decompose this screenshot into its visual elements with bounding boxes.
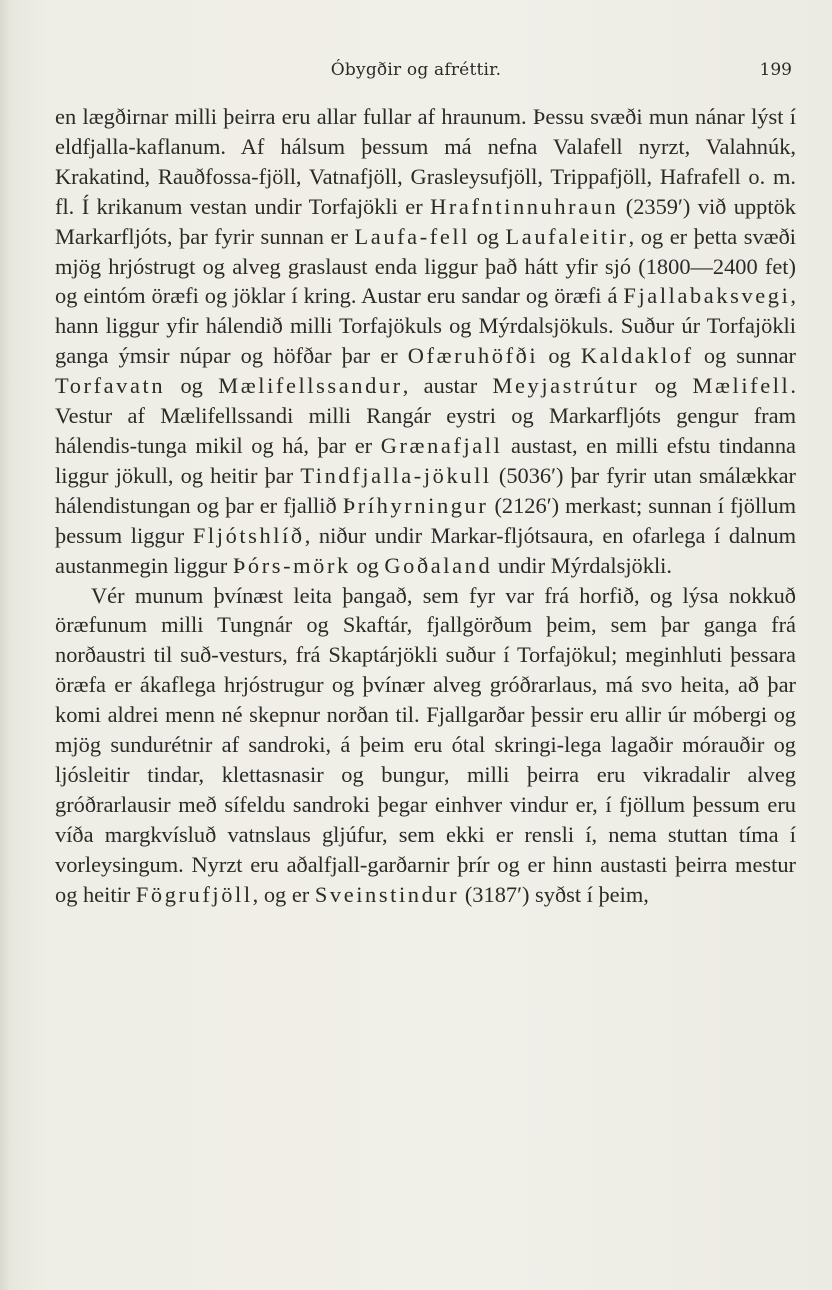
- text-run: , niður undir Markar-fljótsaura, en ofarlega í dalnum austanmegin liggur: [55, 522, 796, 578]
- text-run: undir Mýrdalsjökli.: [492, 552, 672, 578]
- spaced-place-name: Grænafjall: [380, 432, 503, 458]
- body-text: [55, 102, 796, 909]
- spaced-place-name: Fjallabaksvegi: [623, 283, 791, 309]
- text-run: . Vestur af Mælifellssandi milli Rangár eystri og Markarfljóts gengur fram hálendis-tunga mikil og há, þar er: [55, 373, 796, 458]
- running-head: Óbygðir og afréttir.: [330, 60, 502, 80]
- text-run: og: [470, 223, 506, 249]
- spaced-place-name: Þórs-mörk: [232, 552, 351, 578]
- text-run: og: [165, 373, 219, 399]
- text-run: og: [350, 552, 385, 578]
- text-run: , og er þetta svæði mjög hrjóstrugt og alveg graslaust enda liggur það hátt yfir sjó (1800—2400 fet) og eintóm öræfi og jöklar í kring. Austar eru sandar og öræfi á: [55, 223, 797, 309]
- spaced-place-name: Mælifell: [692, 373, 791, 399]
- text-run: og sunnar: [693, 343, 796, 369]
- text-run: og: [639, 373, 693, 399]
- spaced-place-name: Sveinstindur: [314, 881, 460, 907]
- spaced-place-name: Laufa-fell: [354, 223, 471, 249]
- spaced-place-name: Fögrufjöll: [135, 881, 253, 907]
- page-header: [0, 60, 832, 88]
- text-run: , og er: [252, 881, 315, 907]
- text-run: , hann liggur yfir hálendið milli Torfajökuls og Mýrdalsjökuls. Suður úr Torfajökli ganga ýmsir núpar og höfðar þar er: [55, 283, 796, 369]
- spaced-place-name: Mælifellssandur: [218, 373, 403, 399]
- spaced-place-name: Meyjastrútur: [492, 373, 640, 399]
- text-run: austast, en milli efstu tindanna liggur jökull, og heitir þar: [55, 432, 796, 488]
- spaced-place-name: Kaldaklof: [580, 343, 694, 369]
- text-run: (2126′) merkast; sunnan í fjöllum þessum liggur: [55, 492, 796, 548]
- spaced-place-name: Tindfjalla-jökull: [300, 462, 492, 488]
- spaced-place-name: Þríhyrningur: [342, 492, 489, 518]
- text-run: (3187′) syðst í þeim,: [459, 881, 649, 907]
- page-gutter-shadow: [0, 0, 10, 1290]
- paragraph-1: [55, 102, 796, 581]
- text-run: Vér munum þvínæst leita þangað, sem fyr var frá horfið, og lýsa nokkuð öræfunum milli Tungnár og Skaftár, fjallgörðum þeim, sem þar ganga frá norðaustri til suð-vesturs, frá Skaptárjökli suður í Torfajökul; meginhluti þessara öræfa er ákaflega hrjóstrugur og þvínær alveg gróðrarlaus, má svo heita, að þar komi aldrei menn né skepnur norðan til. Fjallgarðar þessir eru allir úr móbergi og mjög sundurétnir af sandroki, á þeim eru ótal skringi-lega lagaðir mórauðir og ljósleitir tindar, klettasnasir og bungur, milli þeirra eru vikradalir alveg gróðrarlausir með sífeldu sandroki þegar einhver vindur er, í fjöllum þessum eru víða margkvísluð vatnslaus gljúfur, sem ekki er rensli í, nema stuttan tíma í vorleysingum. Nyrzt eru aðalfjall-garðarnir þrír og er hinn austasti þeirra mestur og heitir: [55, 582, 796, 907]
- text-run: (2359′) við upptök Markarfljóts, þar fyrir sunnan er: [55, 193, 796, 249]
- text-run: (5036′) þar fyrir utan smálækkar hálendistungan og þar er fjallið: [55, 462, 796, 518]
- text-run: og: [538, 343, 581, 369]
- page-number: 199: [759, 60, 792, 80]
- spaced-place-name: Torfavatn: [55, 373, 166, 399]
- paragraph-2: [55, 581, 796, 910]
- spaced-place-name: Fljótshlíð: [192, 522, 305, 548]
- spaced-place-name: Ofæruhöfði: [407, 343, 539, 369]
- spaced-place-name: Hrafntinnuhraun: [430, 193, 619, 219]
- text-run: en lægðirnar milli þeirra eru allar fullar af hraunum. Þessu svæði mun nánar lýst í eldfjalla-kaflanum. Af hálsum þessum má nefna Valafell nyrzt, Valahnúk, Krakatind, Rauðfossa-fjöll, Vatnafjöll, Grasleysufjöll, Trippafjöll, Hafrafell o. m. fl. Í krikanum vestan undir Torfajökli er: [55, 104, 796, 219]
- text-run: , austar: [402, 373, 493, 399]
- spaced-place-name: Goðaland: [384, 552, 493, 578]
- spaced-place-name: Laufaleitir: [505, 223, 629, 249]
